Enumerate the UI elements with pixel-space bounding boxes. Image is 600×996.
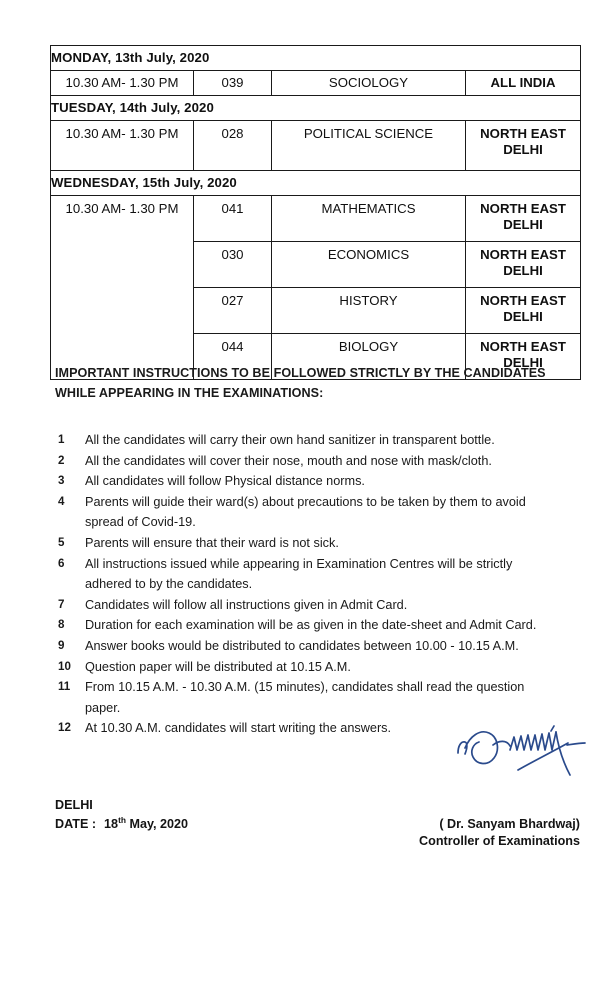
table-row: [51, 71, 581, 96]
footer-date-ordinal: th: [118, 814, 126, 825]
list-item: [55, 492, 555, 533]
table-row-day-header: [51, 46, 581, 71]
list-item-number: 6: [58, 556, 65, 570]
table-row-day-header: [51, 171, 581, 196]
list-item-number: 2: [58, 453, 65, 467]
list-item: [55, 554, 555, 595]
cell-subject-name: ECONOMICS: [272, 242, 466, 288]
table-row: [51, 121, 581, 171]
footer-date-day: 18: [104, 817, 119, 831]
cell-region: ALL INDIA: [466, 71, 581, 96]
list-item: [55, 451, 555, 472]
day-header-monday: MONDAY, 13th July, 2020: [51, 46, 581, 71]
list-item-number: 10: [58, 659, 71, 673]
list-item-number: 3: [58, 474, 65, 488]
cell-time: 10.30 AM- 1.30 PM: [51, 71, 194, 96]
cell-subject-code: 039: [194, 71, 272, 96]
list-item-text: Duration for each examination will be as given in the date-sheet and Admit Card.: [85, 618, 537, 633]
list-item-text: Parents will guide their ward(s) about precautions to be taken by them to avoid spread of Covid-19.: [85, 494, 526, 530]
cell-subject-name: POLITICAL SCIENCE: [272, 121, 466, 171]
footer-date-label: DATE :: [55, 817, 97, 831]
list-item-text: All instructions issued while appearing in Examination Centres will be strictly adhered to by the candidates.: [85, 556, 513, 592]
list-item: [55, 636, 555, 657]
list-item-text: Question paper will be distributed at 10.15 A.M.: [85, 659, 351, 674]
instructions-list: [55, 430, 555, 739]
list-item-number: 7: [58, 597, 65, 611]
footer-place: DELHI: [55, 798, 93, 812]
list-item: [55, 615, 555, 636]
signatory-name: ( Dr. Sanyam Bhardwaj): [439, 817, 580, 831]
list-item-number: 8: [58, 618, 65, 632]
cell-region: NORTH EAST DELHI: [466, 288, 581, 334]
instructions-heading: IMPORTANT INSTRUCTIONS TO BE FOLLOWED STRICTLY BY THE CANDIDATES WHILE APPEARING IN THE EXAMINATIONS:: [55, 366, 546, 400]
cell-subject-code: 030: [194, 242, 272, 288]
cell-subject-code: 028: [194, 121, 272, 171]
list-item: [55, 533, 555, 554]
list-item-text: All the candidates will carry their own hand sanitizer in transparent bottle.: [85, 433, 495, 447]
list-item-text: From 10.15 A.M. - 10.30 A.M. (15 minutes), candidates shall read the question paper.: [85, 680, 525, 715]
list-item-text: Candidates will follow all instructions given in Admit Card.: [85, 597, 408, 612]
list-item-number: 1: [58, 433, 65, 446]
cell-subject-name: HISTORY: [272, 288, 466, 334]
list-item: [55, 677, 555, 718]
list-item: [55, 657, 555, 678]
datesheet-table-wrapper: [50, 45, 580, 380]
table-row-day-header: [51, 96, 581, 121]
datesheet-table: [50, 45, 581, 380]
list-item-text: Parents will ensure that their ward is not sick.: [85, 535, 339, 550]
list-item-text: Answer books would be distributed to candidates between 10.00 - 10.15 A.M.: [85, 638, 519, 653]
cell-subject-name: MATHEMATICS: [272, 196, 466, 242]
signature-icon: [452, 720, 592, 790]
list-item: [55, 595, 555, 616]
cell-subject-code: 041: [194, 196, 272, 242]
footer-date-line: [55, 815, 188, 834]
cell-time: 10.30 AM- 1.30 PM: [51, 196, 194, 380]
list-item-number: 5: [58, 535, 65, 549]
list-item-number: 4: [58, 494, 65, 508]
cell-subject-code: 044: [194, 334, 272, 380]
list-item-text: All candidates will follow Physical distance norms.: [85, 474, 365, 489]
list-item: [55, 430, 555, 451]
cell-subject-name: SOCIOLOGY: [272, 71, 466, 96]
day-header-tuesday: TUESDAY, 14th July, 2020: [51, 96, 581, 121]
day-header-wednesday: WEDNESDAY, 15th July, 2020: [51, 171, 581, 196]
footer-date-rest: May, 2020: [129, 817, 189, 831]
cell-subject-name: BIOLOGY: [272, 334, 466, 380]
cell-region: NORTH EAST DELHI: [466, 196, 581, 242]
footer-left-block: [55, 796, 188, 834]
list-item-number: 12: [58, 721, 71, 735]
list-item-number: 9: [58, 638, 65, 652]
signature-image: [452, 720, 592, 790]
signatory-title: Controller of Examinations: [419, 833, 580, 848]
list-item-number: 11: [58, 680, 71, 694]
cell-subject-code: 027: [194, 288, 272, 334]
list-item: [55, 471, 555, 492]
footer-signatory-block: [340, 816, 580, 849]
list-item-text: At 10.30 A.M. candidates will start writing the answers.: [85, 721, 392, 736]
cell-region: NORTH EAST DELHI: [466, 242, 581, 288]
cell-time: 10.30 AM- 1.30 PM: [51, 121, 194, 171]
list-item-text: All the candidates will cover their nose, mouth and nose with mask/cloth.: [85, 453, 492, 468]
cell-region: NORTH EAST DELHI: [466, 121, 581, 171]
table-row: [51, 196, 581, 242]
cell-region: NORTH EAST DELHI: [466, 334, 581, 380]
